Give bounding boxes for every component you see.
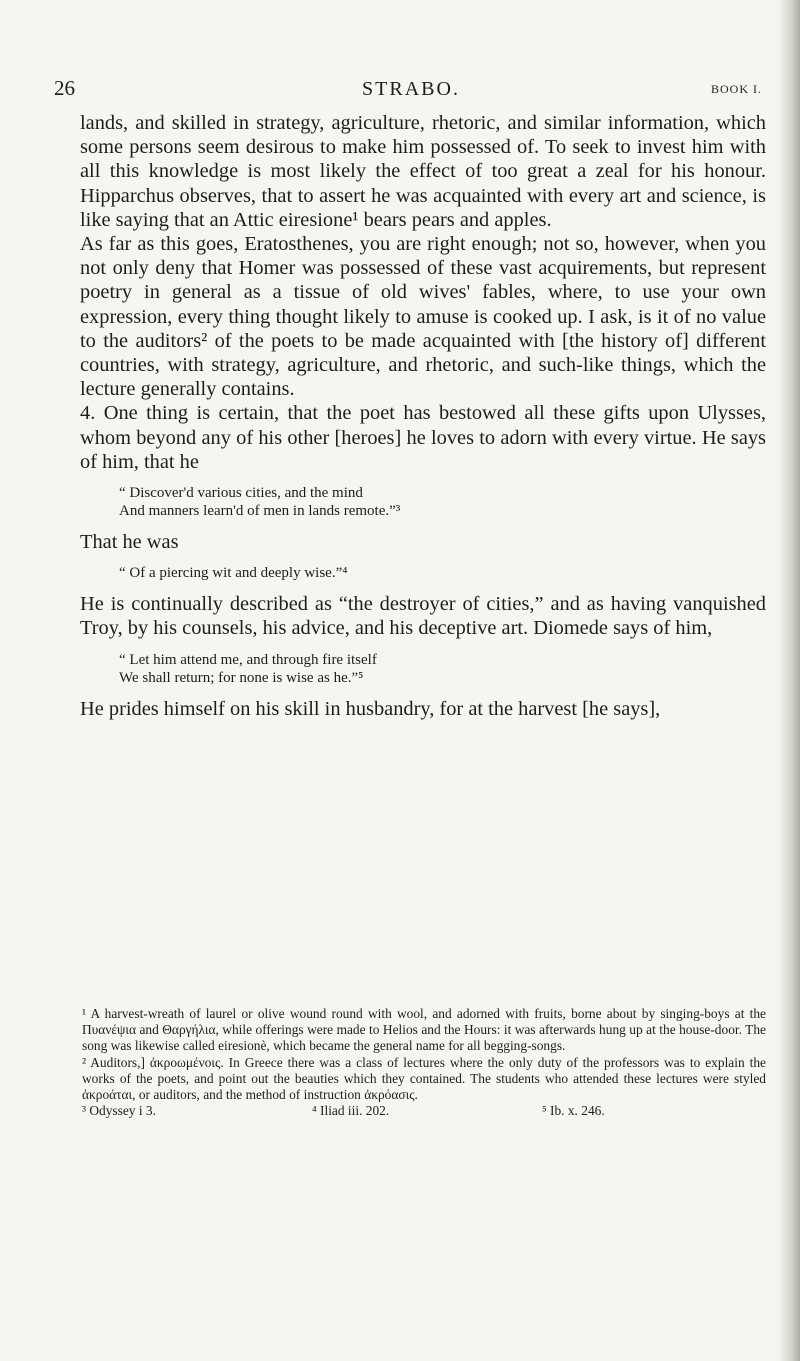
paragraph: That he was (80, 531, 179, 554)
quote-line: “ Of a piercing wit and deeply wise.”⁴ (119, 565, 348, 582)
running-header (54, 76, 768, 106)
page-number: 26 (54, 76, 75, 100)
running-title: STRABO. (362, 78, 460, 100)
quote-line: “ Discover'd various cities, and the mind (119, 485, 363, 502)
footnote: ⁵ Ib. x. 246. (542, 1103, 605, 1119)
paragraph: He prides himself on his skill in husbandry, for at the harvest [he says], (80, 697, 661, 720)
book-label: BOOK I. (711, 82, 762, 96)
page-edge-shadow (778, 0, 800, 1361)
quote-line: And manners learn'd of men in lands remote.”³ (119, 503, 401, 520)
footnote: ² Auditors,] ἀκροωμένοις. In Greece there was a class of lectures where the only duty of the professors was to explain the works of the poets, and point out the beauties which they contained. The students who attended these lectures were styled ἀκροάται, or auditors, and the method of instruction ἀκρόασις. (82, 1054, 766, 1103)
main-text (80, 111, 766, 721)
footnote-references (82, 1103, 766, 1119)
paragraph: lands, and skilled in strategy, agriculture, rhetoric, and similar information, which some persons seem desirous to make him possessed of. To seek to invest him with all this knowledge is most likely the effect of too great a zeal for his honour. Hipparchus observes, that to assert he was acquainted with every art and science, is like saying that an Attic eiresione¹ bears pears and apples. (80, 112, 766, 231)
verse-quote (103, 651, 766, 687)
footnote: ¹ A harvest-wreath of laurel or olive wound round with wool, and adorned with fruits, borne about by singing-boys at the Πυανέψια and Θαργήλια, while offerings were made to Helios and the Hours: it was afterwards hung up at the house-door. The song was likewise called eiresionè, which became the general name for all begging-songs. (82, 1006, 766, 1054)
verse-quote (103, 484, 766, 520)
paragraph: As far as this goes, Eratosthenes, you are right enough; not so, however, when you not only deny that Homer was possessed of these vast acquirements, but represent poetry in general as a tissue of old wives' fables, where, to use your own expression, every thing thought likely to amuse is cooked up. I ask, is it of no value to the auditors² of the poets to be made acquainted with [the history of] different countries, with strategy, agriculture, and rhetoric, and such-like things, which the lecture generally contains. (80, 233, 766, 401)
paragraph: He is continually described as “the destroyer of cities,” and as having vanquished Troy, by his counsels, his advice, and his deceptive art. Diomede says of him, (80, 593, 766, 640)
footnotes (82, 1006, 766, 1119)
quote-line: “ Let him attend me, and through fire itself (119, 651, 377, 668)
quote-line: We shall return; for none is wise as he.”⁵ (119, 669, 364, 686)
verse-quote (103, 564, 766, 582)
footnote: ³ Odyssey i 3. (82, 1103, 156, 1119)
footnote: ⁴ Iliad iii. 202. (312, 1103, 390, 1119)
paragraph: 4. One thing is certain, that the poet has bestowed all these gifts upon Ulysses, whom beyond any of his other [heroes] he loves to adorn with every virtue. He says of him, that he (80, 402, 766, 473)
